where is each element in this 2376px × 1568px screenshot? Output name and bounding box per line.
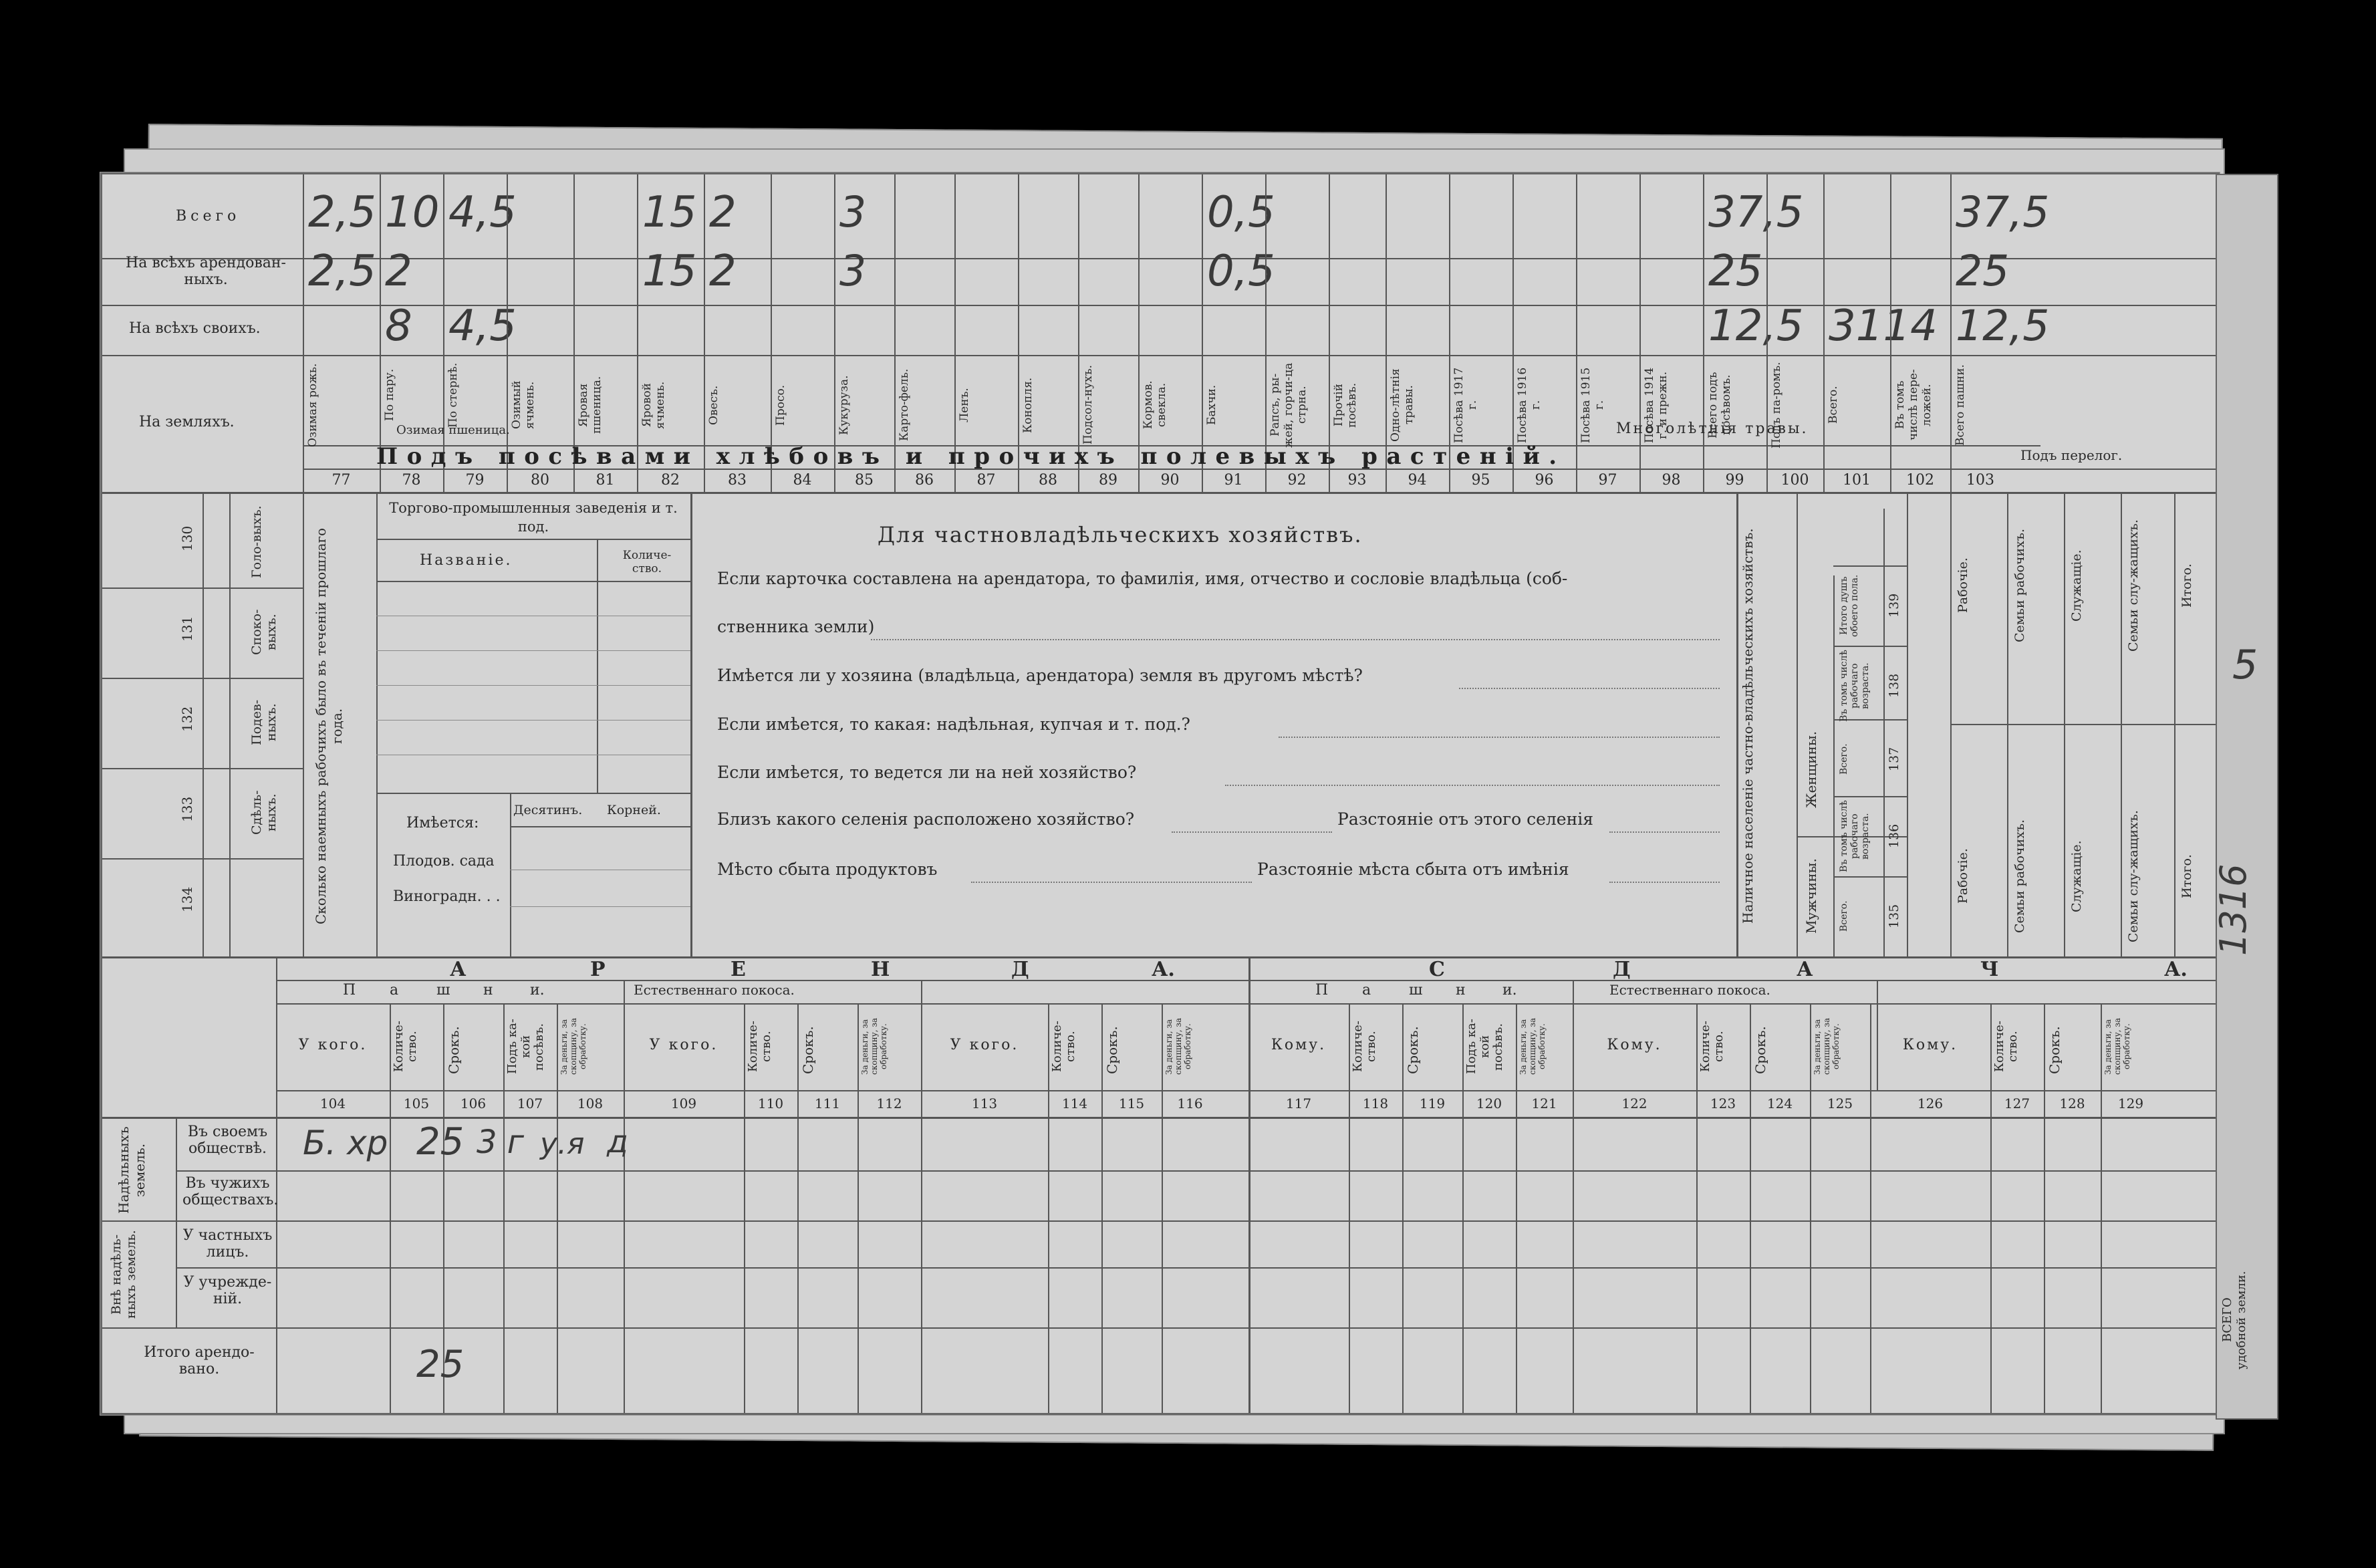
- crop-rent: 0,5: [1207, 247, 1275, 296]
- crop-col-label: Конопля.: [1021, 377, 1035, 433]
- crop-col-num: 91: [1224, 472, 1243, 489]
- arenda-col-num: 115: [1118, 1095, 1145, 1112]
- crop-col-num: 103: [1966, 472, 1994, 489]
- crop-total: 4,5: [448, 188, 517, 237]
- pop-num: 138: [1887, 673, 1901, 698]
- margin-note-5: 5: [2232, 642, 2258, 688]
- crop-col-num: 87: [976, 472, 996, 489]
- private-line7a: Мѣсто сбыта продуктовъ: [717, 860, 938, 879]
- arenda-col-num: 116: [1177, 1095, 1203, 1112]
- arenda-col-num: 112: [876, 1095, 902, 1112]
- pop-col-bottom: Семьи рабочихъ.: [2012, 819, 2027, 934]
- private-line2: ственника земли): [717, 617, 875, 636]
- private-title: Для частновладѣльческихъ хозяйствъ.: [878, 522, 1363, 547]
- crop-col-label: Карто-фель.: [898, 368, 911, 442]
- hw-who: Б. хр: [303, 1124, 388, 1162]
- pashni-letter: и.: [530, 982, 545, 999]
- row-nadel: Надѣльныхъ земель.: [116, 1126, 148, 1214]
- sdacha-col-label: За деньги, за скопщину, за обработку.: [1813, 1018, 1841, 1075]
- pop-zhen: Женщины.: [1803, 731, 1819, 808]
- arenda-col-label: Подъ ка-кой посѣвъ.: [505, 1019, 546, 1075]
- sdacha-col-num: 124: [1766, 1095, 1793, 1112]
- row-itogo: Итого арендо-вано.: [144, 1344, 255, 1378]
- pashni-letter: П: [343, 982, 356, 999]
- arenda-letter: Д: [1011, 958, 1029, 981]
- plodov-label: Плодов. сада: [393, 853, 495, 870]
- arenda-col-label: Срокъ.: [800, 1026, 816, 1074]
- pop-sub: Итого душъ обоего пола.: [1839, 574, 1860, 637]
- crop-col-num: 92: [1287, 472, 1307, 489]
- crop-own: 4,5: [448, 301, 517, 351]
- group-div-s2: [1877, 980, 1878, 1090]
- arenda-col-label: За деньги, за скопщину, за обработку.: [860, 1018, 888, 1075]
- crop-col-label: По стернѣ.: [446, 362, 460, 428]
- sdacha-col-line: [1750, 1003, 1751, 1413]
- pashni-letter: а: [1362, 982, 1371, 999]
- arenda-col-num: 108: [577, 1095, 604, 1112]
- crop-rent: 25: [1956, 247, 2010, 295]
- pop-row-line: [1833, 796, 1907, 797]
- private-line6b: Разстояніе отъ этого селенія: [1337, 809, 1594, 829]
- arenda-col-line: [744, 1003, 745, 1413]
- pop-div2: [1833, 575, 1835, 956]
- pop-col-top: Служащіе.: [2069, 549, 2084, 622]
- crop-col-num: 99: [1725, 472, 1744, 489]
- desyatin-header: Десятинъ.: [513, 803, 583, 817]
- crop-col-line: [303, 174, 304, 492]
- sdacha-col-label: За деньги, за скопщину, за обработку.: [1519, 1018, 1547, 1075]
- sdacha-col-line: [2044, 1003, 2045, 1413]
- row-vne: Внѣ надѣль-ныхъ земель.: [109, 1230, 138, 1319]
- pop-row-line: [1833, 876, 1907, 878]
- crop-col-num: 86: [915, 472, 934, 489]
- arenda-letter: А: [450, 958, 467, 981]
- arenda-col-line: [857, 1003, 859, 1413]
- crop-col-line: [1576, 174, 1577, 492]
- estest-sdacha: Естественнаго покоса.: [1609, 982, 1770, 998]
- sdacha-col-num: 118: [1362, 1095, 1389, 1112]
- arenda-col-line: [390, 1003, 391, 1413]
- crop-col-num: 85: [855, 472, 874, 489]
- arenda-col-num: 114: [1061, 1095, 1088, 1112]
- pashni-letter: и.: [1502, 982, 1517, 999]
- row-arend: На всѣхъ арендован-ныхъ.: [126, 255, 286, 288]
- sdacha-col-label: Кому.: [1271, 1037, 1327, 1053]
- crop-col-line: [1890, 174, 1891, 492]
- crop-total: 2,5: [308, 188, 376, 237]
- crop-col-num: 94: [1408, 472, 1427, 489]
- sdacha-col-num: 120: [1476, 1095, 1502, 1112]
- pop-num: 139: [1887, 593, 1901, 618]
- sdacha-col-num: 125: [1827, 1095, 1853, 1112]
- sdacha-col-label: Количе-ство.: [1992, 1021, 2020, 1073]
- arenda-col-line: [557, 1003, 558, 1413]
- arenda-col-label: За деньги, за скопщину, за обработку.: [559, 1018, 587, 1075]
- private-line7b: Разстояніе мѣста сбыта отъ имѣнія: [1257, 860, 1569, 879]
- crop-col-num: 79: [465, 472, 485, 489]
- crop-col-num: 80: [531, 472, 549, 489]
- pop-num: 136: [1887, 823, 1901, 849]
- crop-total: 2: [709, 188, 737, 237]
- arenda-letter: Р: [590, 958, 606, 981]
- pop-col-top: Рабочіе.: [1956, 557, 1970, 614]
- hired-label: Подев-ныхъ.: [249, 699, 279, 746]
- trade-title: Торгово-промышленныя заведенія и т. под.: [389, 500, 678, 535]
- crop-col-label: Посѣва 1914 г. и прежн.: [1643, 367, 1670, 443]
- arenda-col-num: 111: [814, 1095, 841, 1112]
- crop-col-label: Ленъ.: [958, 388, 971, 422]
- sdacha-col-line: [1870, 1003, 1871, 1413]
- group-div-a2: [921, 980, 922, 1090]
- crop-rent: 3: [839, 247, 867, 295]
- sdacha-col-label: Подъ ка-кой посѣвъ.: [1464, 1019, 1505, 1075]
- crop-col-label: Кукуруза.: [837, 375, 851, 435]
- arenda-col-line: [1162, 1003, 1163, 1413]
- crop-col-label: Бахчи.: [1205, 384, 1218, 426]
- trade-qty-header: Количе-ство.: [622, 549, 672, 575]
- sdacha-col-num: 123: [1710, 1095, 1736, 1112]
- group-div-s1: [1573, 980, 1574, 1090]
- imeetsya-label: Имѣется:: [406, 815, 479, 831]
- arenda-col-label: За деньги, за скопщину, за обработку.: [1164, 1018, 1192, 1075]
- crop-own: 8: [385, 301, 412, 351]
- pop-col-bottom: Итого.: [2180, 854, 2194, 898]
- sdacha-col-label: Количе-ство.: [1351, 1021, 1378, 1073]
- sdacha-col-num: 128: [2059, 1095, 2085, 1112]
- pop-col-bottom: Служащіе.: [2069, 840, 2084, 912]
- row-chuzh: Въ чужихъ обществахъ.: [182, 1175, 279, 1208]
- pop-sub: Въ томъ числѣ рабочаго возраста.: [1839, 800, 1871, 872]
- hired-num: 134: [179, 886, 195, 913]
- arenda-col-label: Количе-ство.: [746, 1021, 773, 1073]
- crop-total: 37,5: [1708, 188, 1804, 237]
- crop-col-label: Всего подъ посѣвомъ.: [1706, 372, 1733, 438]
- margin-note-1316: 1316: [2212, 864, 2254, 956]
- hw-money: д: [607, 1124, 628, 1160]
- sdacha-col-label: Срокъ.: [1752, 1026, 1768, 1074]
- vinograd-label: Виноградн. . .: [393, 888, 501, 905]
- sdacha-col-label: Срокъ.: [2047, 1026, 2063, 1074]
- pashni-letter: ш: [436, 982, 450, 999]
- sdacha-letter: Ч: [1980, 958, 1999, 981]
- hw-qty: 25: [416, 1120, 465, 1164]
- sdacha-col-label: Кому.: [1607, 1037, 1662, 1053]
- hw-posev: у.я: [540, 1127, 585, 1161]
- arenda-col-label: Срокъ.: [1104, 1026, 1120, 1074]
- crop-total: 10: [385, 188, 440, 237]
- hired-num-divider: [203, 492, 204, 956]
- arenda-col-label: У кого.: [298, 1037, 368, 1053]
- crop-col-num: 89: [1099, 472, 1117, 489]
- row-vsego: Всего: [176, 208, 241, 225]
- crop-col-num: 102: [1906, 472, 1934, 489]
- hw-itogo: 25: [416, 1343, 465, 1386]
- crop-col-num: 81: [596, 472, 615, 489]
- crop-col-label: Яровой ячмень.: [640, 381, 667, 429]
- crop-col-num: 90: [1160, 472, 1180, 489]
- private-line5: Если имѣется, то ведется ли на ней хозяйство?: [717, 763, 1137, 782]
- pop-sub: Всего.: [1839, 743, 1849, 775]
- arenda-col-num: 104: [319, 1095, 346, 1112]
- pashni-letter: ш: [1409, 982, 1423, 999]
- crop-col-label: Всего пашни.: [1954, 364, 1967, 446]
- crop-col-label: Овесъ.: [707, 385, 720, 425]
- pop-num: 137: [1887, 747, 1901, 772]
- crop-col-label: По пару.: [383, 368, 396, 422]
- pop-sub: Въ томъ числѣ рабочаго возраста.: [1839, 650, 1871, 722]
- pop-col-top: Семьи слу-жащихъ.: [2126, 519, 2141, 652]
- crop-col-label: Прочій посѣвъ.: [1332, 382, 1359, 428]
- crop-col-label: Просо.: [774, 384, 787, 426]
- sdacha-col-line: [1990, 1003, 1992, 1413]
- sdacha-col-num: 121: [1531, 1095, 1557, 1112]
- arenda-col-num: 105: [403, 1095, 430, 1112]
- sdacha-col-num: 127: [2004, 1095, 2030, 1112]
- sub-perelog: Подъ перелог.: [2020, 447, 2123, 463]
- crop-own: 12,5: [1708, 301, 1804, 351]
- crop-banner: Подъ посѣвами хлѣбовъ и прочихъ полевыхъ растеній.: [376, 443, 1566, 470]
- arenda-col-line: [1101, 1003, 1103, 1413]
- estest-arenda: Естественнаго покоса.: [634, 982, 795, 998]
- sdacha-letter: А.: [2164, 958, 2188, 981]
- crop-col-label: Озимая рожь.: [306, 363, 319, 447]
- arenda-col-label: Срокъ.: [446, 1026, 462, 1074]
- right-edge-label: ВСЕГО удобной земли.: [2220, 1271, 2248, 1369]
- crop-col-label: Рапсъ, ры-жей, горчи-ца стрна.: [1269, 362, 1309, 448]
- arenda-col-num: 106: [460, 1095, 487, 1112]
- crop-col-num: 82: [661, 472, 680, 489]
- hired-workers-rotated: Сколько наемныхъ рабочихъ было въ теченіи прошлаго года.: [313, 527, 345, 924]
- sdacha-letter: С: [1429, 958, 1445, 981]
- crop-col-label: Посѣва 1916 г.: [1516, 367, 1543, 443]
- sdacha-col-num: 129: [2117, 1095, 2144, 1112]
- crop-col-label: Яровая пшеница.: [577, 376, 604, 434]
- sdacha-col-label: Срокъ.: [1405, 1026, 1421, 1074]
- census-card: [100, 172, 2220, 1415]
- crop-total: 15: [642, 188, 697, 237]
- sdacha-letter: А: [1797, 958, 1813, 981]
- pop-div3: [1883, 509, 1885, 956]
- crop-rent: 15: [642, 247, 697, 296]
- arenda-letter: Е: [731, 958, 746, 981]
- pashni-letter: а: [390, 982, 399, 999]
- sdacha-col-line: [1349, 1003, 1350, 1413]
- crop-col-num: 100: [1780, 472, 1809, 489]
- row-svoih: На всѣхъ своихъ.: [129, 320, 261, 337]
- population-rotated: Наличное населеніе частно-владѣльческихъ хозяйствъ.: [1740, 528, 1756, 924]
- crop-rent: 2: [709, 247, 737, 296]
- crop-col-num: 97: [1598, 472, 1617, 489]
- arenda-col-num: 109: [670, 1095, 697, 1112]
- row-na-zemlyah: На земляхъ.: [139, 414, 235, 430]
- pop-col-bottom: Рабочіе.: [1956, 848, 1970, 904]
- group-div-a1: [624, 980, 625, 1090]
- crop-col-num: 95: [1471, 472, 1490, 489]
- arenda-letter: А.: [1152, 958, 1175, 981]
- pop-col-top: Семьи рабочихъ.: [2012, 528, 2027, 643]
- crop-col-line: [1766, 174, 1768, 492]
- hired-num: 131: [179, 616, 195, 642]
- crop-col-num: 84: [793, 472, 812, 489]
- arenda-col-label: Количе-ство.: [392, 1021, 419, 1073]
- sdacha-col-line: [1696, 1003, 1698, 1413]
- hired-num: 130: [179, 525, 195, 552]
- sub-mnogolet: Многолѣтнія травы.: [1616, 420, 1809, 437]
- pashni-letter: н: [1456, 982, 1466, 999]
- hired-label: Голо-выхъ.: [249, 505, 264, 579]
- sdacha-col-label: Кому.: [1902, 1037, 1958, 1053]
- arenda-col-num: 110: [757, 1095, 784, 1112]
- sdacha-col-num: 117: [1285, 1095, 1312, 1112]
- hired-num: 133: [179, 796, 195, 823]
- pop-muzh: Мужчины.: [1803, 858, 1819, 934]
- crop-col-line: [1823, 174, 1825, 492]
- row-uchr: У учрежде-ній.: [183, 1274, 272, 1307]
- crop-col-num: 93: [1347, 472, 1367, 489]
- crop-col-num: 98: [1662, 472, 1681, 489]
- sdacha-letter: Д: [1613, 958, 1631, 981]
- hired-num: 132: [179, 706, 195, 733]
- crop-col-label: Всего.: [1827, 386, 1840, 424]
- crop-total: 3: [839, 188, 867, 237]
- crop-rent: 2,5: [308, 247, 376, 296]
- sdacha-col-line: [1810, 1003, 1811, 1413]
- sdacha-col-line: [1402, 1003, 1404, 1413]
- private-line4: Если имѣется, то какая: надѣльная, купчая и т. под.?: [717, 714, 1190, 734]
- pop-row-line: [1833, 565, 1907, 567]
- crop-col-num: 88: [1039, 472, 1057, 489]
- sdacha-col-line: [1462, 1003, 1464, 1413]
- hired-label: Споко-выхъ.: [249, 609, 279, 656]
- private-line1: Если карточка составлена на арендатора, то фамилія, имя, отчество и сословіе владѣльца (соб-: [717, 569, 1568, 588]
- crop-rent: 25: [1708, 247, 1763, 296]
- crop-col-label: Посѣва 1917 г.: [1452, 367, 1479, 443]
- row-svoem: Въ своемъ обществѣ.: [187, 1124, 268, 1157]
- arenda-col-label: У кого.: [950, 1037, 1019, 1053]
- row-chast: У частныхъ лицъ.: [182, 1227, 273, 1261]
- crop-own: 12,5: [1956, 301, 2050, 350]
- crop-col-label: Въ томъ числѣ пере-ложей.: [1893, 369, 1934, 441]
- crop-col-label: Посѣва 1915 г.: [1579, 367, 1606, 443]
- private-line3: Имѣется ли у хозяина (владѣльца, арендатора) земля въ другомъ мѣстѣ?: [717, 666, 1363, 685]
- arenda-col-num: 107: [517, 1095, 543, 1112]
- right-strip: [2216, 174, 2278, 1420]
- crop-col-num: 78: [402, 472, 421, 489]
- pop-col-bottom: Семьи слу-жащихъ.: [2126, 810, 2141, 942]
- crop-col-label: Одно-лѣтнія травы.: [1389, 368, 1416, 442]
- sdacha-col-line: [2101, 1003, 2102, 1413]
- crop-own: 3114: [1829, 301, 1938, 351]
- sdacha-col-line: [1516, 1003, 1517, 1413]
- arenda-col-line: [503, 1003, 505, 1413]
- arenda-col-line: [797, 1003, 799, 1413]
- crop-col-num: 77: [332, 472, 351, 489]
- crop-col-label: Кормов. свекла.: [1142, 380, 1168, 430]
- pop-row-line: [1833, 646, 1907, 647]
- crop-col-label: Подсол-нухъ.: [1081, 365, 1095, 445]
- trade-name-header: Названіе.: [420, 552, 513, 569]
- arenda-col-line: [1048, 1003, 1049, 1413]
- korney-header: Корней.: [607, 803, 661, 817]
- crop-col-label: Подъ па-ромъ.: [1770, 362, 1783, 448]
- private-line6a: Близъ какого селенія расположено хозяйство?: [717, 809, 1135, 829]
- sdacha-col-num: 122: [1621, 1095, 1647, 1112]
- crop-col-line: [1950, 174, 1952, 492]
- pop-sub: Всего.: [1839, 900, 1849, 932]
- crop-col-label: Озимый ячмень.: [510, 380, 537, 430]
- crop-rent: 2: [385, 247, 412, 296]
- crop-col-num: 101: [1843, 472, 1871, 489]
- sdacha-col-label: За деньги, за скопщину, за обработку.: [2103, 1018, 2131, 1075]
- hw-srok: 3 г: [477, 1124, 525, 1161]
- pop-num: 135: [1887, 904, 1901, 929]
- sdacha-col-num: 119: [1419, 1095, 1446, 1112]
- crop-total: 0,5: [1207, 188, 1275, 237]
- crop-col-line: [1703, 174, 1704, 492]
- pop-col-top: Итого.: [2180, 563, 2194, 608]
- sub-ozimaya: Озимая пшеница.: [396, 423, 510, 437]
- crop-col-num: 96: [1535, 472, 1554, 489]
- hired-label: Сдѣль-ныхъ.: [249, 790, 279, 835]
- crop-total: 37,5: [1956, 188, 2050, 237]
- arenda-col-label: У кого.: [649, 1037, 718, 1053]
- sdacha-col-label: Количе-ство.: [1698, 1021, 1726, 1073]
- sdacha-col-num: 126: [1917, 1095, 1944, 1112]
- crop-col-line: [1639, 174, 1641, 492]
- arenda-letter: Н: [871, 958, 890, 981]
- arenda-col-label: Количе-ство.: [1050, 1021, 1077, 1073]
- arenda-col-num: 113: [971, 1095, 998, 1112]
- crop-col-num: 83: [728, 472, 747, 489]
- pashni-letter: П: [1315, 982, 1329, 999]
- pashni-letter: н: [483, 982, 493, 999]
